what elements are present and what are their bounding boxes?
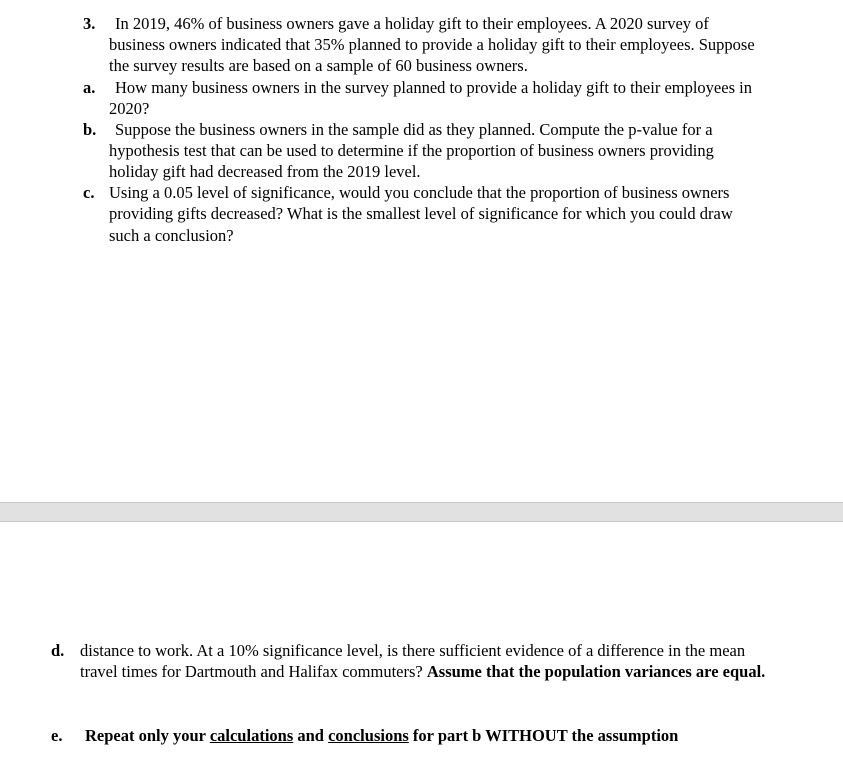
- calculations-underlined: calculations: [209, 726, 294, 745]
- question-stem-line-3: the survey results are based on a sample of 60 business owners.: [109, 56, 528, 75]
- question-stem-line-1: In 2019, 46% of business owners gave a holiday gift to their employees. A 2020 survey of: [115, 14, 709, 33]
- part-c-line-1: Using a 0.05 level of significance, would you conclude that the proportion of business owners: [109, 183, 730, 202]
- part-d-assumption: Assume that the population variances are equal.: [426, 662, 766, 681]
- part-e-text-1: Repeat only your: [85, 726, 210, 745]
- part-e-text: [85, 726, 678, 746]
- part-c-label: c.: [83, 183, 95, 202]
- part-e-text-2: and: [293, 726, 329, 745]
- part-d-line-2: [80, 662, 765, 682]
- part-e-text-3: for part b WITHOUT the assumption: [408, 726, 679, 745]
- part-b-label: b.: [83, 120, 97, 139]
- part-b-line-3: holiday gift had decreased from the 2019 level.: [109, 162, 421, 181]
- conclusions-underlined: conclusions: [328, 726, 409, 745]
- part-c-line-3: such a conclusion?: [109, 226, 234, 245]
- part-b-line-1: Suppose the business owners in the sample did as they planned. Compute the p-value for a: [115, 120, 713, 139]
- question-stem-line-2: business owners indicated that 35% planned to provide a holiday gift to their employees. Suppose: [109, 35, 755, 54]
- part-d-line-1: distance to work. At a 10% significance level, is there sufficient evidence of a difference in the mean: [80, 641, 746, 660]
- part-a-line-2: 2020?: [109, 99, 150, 118]
- question-number: 3.: [83, 14, 96, 33]
- page-break-divider: [0, 502, 843, 522]
- part-b-line-2: hypothesis test that can be used to determine if the proportion of business owners providing: [109, 141, 714, 160]
- part-d-line-2-text: travel times for Dartmouth and Halifax commuters?: [80, 662, 427, 681]
- part-e-label: e.: [51, 726, 63, 745]
- part-a-line-1: How many business owners in the survey planned to provide a holiday gift to their employees in: [115, 78, 752, 97]
- part-c-line-2: providing gifts decreased? What is the smallest level of significance for which you could draw: [109, 204, 733, 223]
- part-d-label: d.: [51, 641, 65, 660]
- part-a-label: a.: [83, 78, 96, 97]
